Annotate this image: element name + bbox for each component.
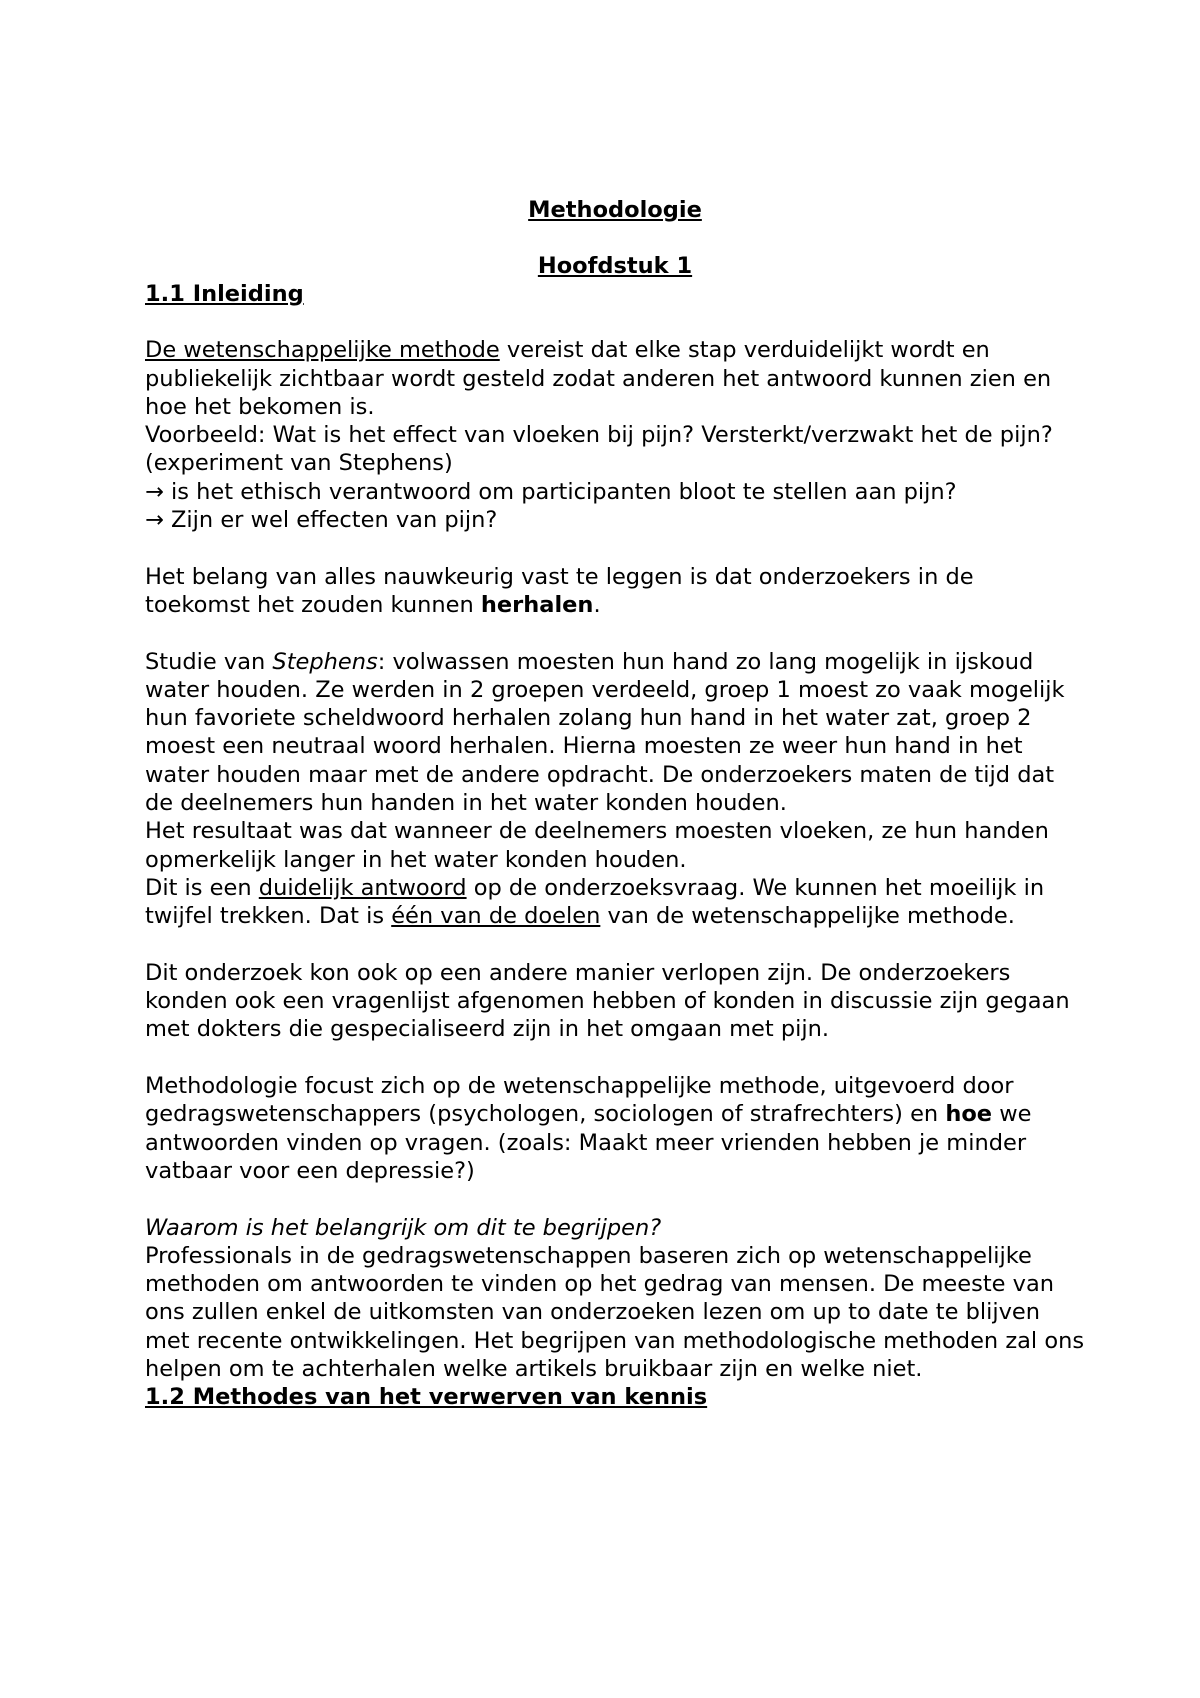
paragraph-text: vereist dat elke stap verduidelijkt wordt en publiekelijk zichtbaar wordt gesteld zodat anderen het antwoord kunnen zien en hoe het bekomen is.	[145, 337, 1052, 420]
term-scientific-method: De wetenschappelijke methode	[145, 337, 500, 364]
paragraph-gap	[145, 534, 1085, 562]
paragraph-text: op de onderzoeksvraag. We kunnen het moeilijk in twijfel trekken. Dat is	[145, 874, 1045, 930]
paragraph-text: Studie van	[145, 648, 273, 675]
paragraph-result: Het resultaat was dat wanneer de deelnemers moesten vloeken, ze hun handen opmerkelijk langer in het water konden houden.	[145, 818, 1049, 873]
document-body	[145, 196, 1085, 1411]
paragraph-text: Het belang van alles nauwkeurig vast te leggen is dat onderzoekers in de toekomst het zouden kunnen	[145, 563, 974, 618]
underlined-term-clear-answer: duidelijk antwoord	[258, 874, 467, 901]
underlined-term-one-goal: één van de doelen	[391, 903, 601, 930]
example-line: Voorbeeld: Wat is het effect van vloeken bij pijn? Versterkt/verzwakt het de pijn? (experiment van Stephens)	[145, 422, 1053, 477]
paragraph-gap	[145, 931, 1085, 959]
arrow-line-ethics: → is het ethisch verantwoord om participanten bloot te stellen aan pijn?	[145, 478, 957, 505]
paragraph-alternative-research: Dit onderzoek kon ook op een andere manier verlopen zijn. De onderzoekers konden ook een vragenlijst afgenomen hebben of konden in discussie zijn gegaan met dokters die gespecialiseerd zijn in het omgaan met pijn.	[145, 959, 1070, 1043]
paragraph-gap	[145, 308, 1085, 336]
paragraph-text: : volwassen moesten hun hand zo lang mogelijk in ijskoud water houden. Ze werden in 2 groepen verdeeld, groep 1 moest zo vaak mogelijk hun favoriete scheldwoord herhalen zolang hun hand in het water zat, groep 2 moest een neutraal woord herhalen. Hierna moesten ze weer hun hand in het water houden maar met de andere opdracht. De onderzoekers maten de tijd dat de deelnemers hun handen in het water konden houden.	[145, 648, 1065, 817]
paragraph-gap	[145, 1044, 1085, 1072]
paragraph-text: we antwoorden vinden op vragen. (zoals: Maakt meer vrienden hebben je minder vatbaar voor een depressie?)	[145, 1101, 1032, 1184]
section-heading-1-2: 1.2 Methodes van het verwerven van kennis	[145, 1384, 708, 1411]
paragraph-text: Dit is een	[145, 874, 259, 901]
paragraph-text: Methodologie focust zich op de wetenschappelijke methode, uitgevoerd door gedragswetenschappers (psychologen, sociologen of strafrechters) en	[145, 1073, 1014, 1128]
paragraph-clear-answer	[145, 874, 1085, 931]
arrow-line-effects: → Zijn er wel effecten van pijn?	[145, 507, 498, 534]
paragraph-scientific-method	[145, 336, 1085, 421]
section-heading-1-1: 1.1 Inleiding	[145, 281, 304, 307]
document-title: Methodologie	[528, 197, 702, 223]
italic-question: Waarom is het belangrijk om dit te begrijpen?	[145, 1214, 662, 1241]
paragraph-text: .	[593, 591, 601, 618]
paragraph-gap	[145, 619, 1085, 647]
paragraph-repeatability	[145, 563, 1085, 620]
bold-term-hoe: hoe	[945, 1101, 993, 1128]
bold-term-herhalen: herhalen	[480, 591, 594, 618]
paragraph-professionals: Professionals in de gedragswetenschappen baseren zich op wetenschappelijke methoden om antwoorden te vinden op het gedrag van mensen. De meeste van ons zullen enkel de uitkomsten van onderzoeken lezen om up to date te blijven met recente ontwikkelingen. Het begrijpen van methodologische methoden zal ons helpen om te achterhalen welke artikels bruikbaar zijn en welke niet.	[145, 1242, 1085, 1382]
paragraph-text: van de wetenschappelijke methode.	[600, 903, 1015, 930]
paragraph-stephens-study	[145, 648, 1085, 818]
paragraph-methodology-focus	[145, 1072, 1085, 1185]
paragraph-gap	[145, 1185, 1085, 1213]
italic-term-stephens: Stephens	[272, 648, 378, 675]
chapter-heading: Hoofdstuk 1	[537, 253, 693, 279]
